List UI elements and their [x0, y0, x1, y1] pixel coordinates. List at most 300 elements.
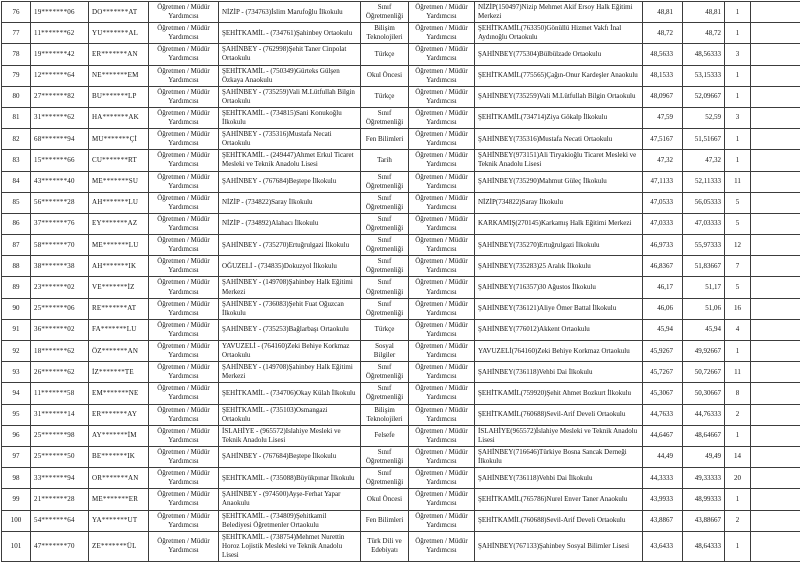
adjusted-score-cell: 53,15333	[683, 65, 725, 86]
row-number-cell: 85	[2, 192, 31, 213]
current-school-cell: ŞEHİTKAMİL - (735103)Osmangazi Ortaokulu	[219, 404, 361, 425]
masked-name-cell: ER*******AN	[89, 44, 149, 65]
branch-cell: Sınıf Öğretmenliği	[361, 362, 409, 383]
current-title-cell: Öğretmen / Müdür Yardımcısı	[149, 86, 219, 107]
branch-cell: Bilişim Teknolojileri	[361, 23, 409, 44]
score-cell: 44,7633	[643, 404, 683, 425]
table-row	[2, 171, 800, 192]
preference-order-cell: 8	[725, 383, 751, 404]
table-row	[2, 256, 800, 277]
current-title-cell: Öğretmen / Müdür Yardımcısı	[149, 425, 219, 446]
target-school-cell: KARKAMIŞ(270145)Karkamış Halk Eğitimi Merkezi	[475, 213, 643, 234]
current-title-cell: Öğretmen / Müdür Yardımcısı	[149, 298, 219, 319]
target-title-cell: Öğretmen / Müdür Yardımcısı	[409, 531, 475, 561]
current-title-cell: Öğretmen / Müdür Yardımcısı	[149, 277, 219, 298]
current-title-cell: Öğretmen / Müdür Yardımcısı	[149, 510, 219, 531]
masked-id-cell: 68*******94	[31, 129, 89, 150]
target-title-cell: Öğretmen / Müdür Yardımcısı	[409, 129, 475, 150]
masked-name-cell: ME*******ER	[89, 489, 149, 510]
empty-cell	[751, 256, 800, 277]
preference-order-cell: 11	[725, 362, 751, 383]
score-cell: 48,81	[643, 2, 683, 23]
score-cell: 47,5167	[643, 129, 683, 150]
row-number-cell: 79	[2, 65, 31, 86]
current-school-cell: ŞEHİTKAMİL - (735088)Büyükpınar İlkokulu	[219, 468, 361, 489]
score-cell: 44,49	[643, 446, 683, 467]
branch-cell: Sınıf Öğretmenliği	[361, 235, 409, 256]
row-number-cell: 82	[2, 129, 31, 150]
masked-id-cell: 31*******14	[31, 404, 89, 425]
target-school-cell: ŞEHİTKAMİL(775565)Çağın-Onur Kardeşler Anaokulu	[475, 65, 643, 86]
score-cell: 45,3067	[643, 383, 683, 404]
score-cell: 48,1533	[643, 65, 683, 86]
target-school-cell: ŞAHİNBEY(735283)25 Aralık İlkokulu	[475, 256, 643, 277]
branch-cell: Türk Dili ve Edebiyatı	[361, 531, 409, 561]
adjusted-score-cell: 51,17	[683, 277, 725, 298]
current-school-cell: ŞAHİNBEY - (974500)Ayşe-Ferhat Yapar Anaokulu	[219, 489, 361, 510]
current-school-cell: ŞAHİNBEY - (736083)Şehit Fuat Oğuzcan İlkokulu	[219, 298, 361, 319]
current-title-cell: Öğretmen / Müdür Yardımcısı	[149, 341, 219, 362]
preference-order-cell: 5	[725, 192, 751, 213]
masked-name-cell: EM*******NE	[89, 383, 149, 404]
target-title-cell: Öğretmen / Müdür Yardımcısı	[409, 2, 475, 23]
target-title-cell: Öğretmen / Müdür Yardımcısı	[409, 277, 475, 298]
masked-id-cell: 38*******38	[31, 256, 89, 277]
score-cell: 46,06	[643, 298, 683, 319]
preference-order-cell: 14	[725, 446, 751, 467]
current-school-cell: ŞEHİTKAMİL - (249447)Ahmet Erkul Ticaret Mesleki ve Teknik Anadolu Lisesi	[219, 150, 361, 171]
masked-id-cell: 37*******76	[31, 213, 89, 234]
empty-cell	[751, 107, 800, 128]
table-row	[2, 319, 800, 340]
target-school-cell: ŞEHİTKAMİL(763350)Gönüllü Hizmet Vakfı İnal Aydınoğlu Ortaokulu	[475, 23, 643, 44]
target-title-cell: Öğretmen / Müdür Yardımcısı	[409, 319, 475, 340]
target-title-cell: Öğretmen / Müdür Yardımcısı	[409, 446, 475, 467]
masked-id-cell: 33*******94	[31, 468, 89, 489]
branch-cell: Felsefe	[361, 425, 409, 446]
adjusted-score-cell: 50,30667	[683, 383, 725, 404]
adjusted-score-cell: 48,56333	[683, 44, 725, 65]
masked-id-cell: 25*******98	[31, 425, 89, 446]
score-cell: 45,9267	[643, 341, 683, 362]
branch-cell: Tarih	[361, 150, 409, 171]
preference-order-cell: 1	[725, 150, 751, 171]
target-school-cell: ŞAHİNBEY(775304)Bülbülzade Ortaokulu	[475, 44, 643, 65]
score-cell: 44,3333	[643, 468, 683, 489]
masked-name-cell: AH*******IK	[89, 256, 149, 277]
masked-name-cell: BU*******LP	[89, 86, 149, 107]
row-number-cell: 97	[2, 446, 31, 467]
score-cell: 47,0533	[643, 192, 683, 213]
current-school-cell: ŞEHİTKAMİL - (734809)Şehitkamil Belediyesi Öğretmenler Ortaokulu	[219, 510, 361, 531]
table-row	[2, 468, 800, 489]
row-number-cell: 78	[2, 44, 31, 65]
current-school-cell: ŞEHİTKAMİL - (734706)Okay Külah İlkokulu	[219, 383, 361, 404]
target-title-cell: Öğretmen / Müdür Yardımcısı	[409, 468, 475, 489]
target-school-cell: NİZİP(150497)Nizip Mehmet Akif Ersoy Halk Eğitimi Merkezi	[475, 2, 643, 23]
row-number-cell: 90	[2, 298, 31, 319]
row-number-cell: 86	[2, 213, 31, 234]
target-title-cell: Öğretmen / Müdür Yardımcısı	[409, 489, 475, 510]
empty-cell	[751, 277, 800, 298]
current-school-cell: ŞAHİNBEY - (735253)Bağlarbaşı Ortaokulu	[219, 319, 361, 340]
table-row	[2, 150, 800, 171]
empty-cell	[751, 86, 800, 107]
target-school-cell: ŞEHİTKAMİL(759920)Şehit Ahmet Bozkurt İlkokulu	[475, 383, 643, 404]
current-school-cell: OĞUZELİ - (734835)Dokuzyol İlkokulu	[219, 256, 361, 277]
preference-order-cell: 3	[725, 44, 751, 65]
masked-id-cell: 25*******06	[31, 298, 89, 319]
masked-id-cell: 47*******70	[31, 531, 89, 561]
preference-order-cell: 20	[725, 468, 751, 489]
branch-cell: Sınıf Öğretmenliği	[361, 171, 409, 192]
score-cell: 47,0333	[643, 213, 683, 234]
current-school-cell: ŞEHİTKAMİL - (750349)Gürteks Gülşen Özkaya Anaokulu	[219, 65, 361, 86]
target-title-cell: Öğretmen / Müdür Yardımcısı	[409, 86, 475, 107]
masked-name-cell: FA*******LU	[89, 319, 149, 340]
table-row	[2, 404, 800, 425]
score-cell: 48,5633	[643, 44, 683, 65]
adjusted-score-cell: 48,64333	[683, 531, 725, 561]
adjusted-score-cell: 48,64667	[683, 425, 725, 446]
masked-id-cell: 12*******64	[31, 65, 89, 86]
adjusted-score-cell: 49,92667	[683, 341, 725, 362]
target-title-cell: Öğretmen / Müdür Yardımcısı	[409, 44, 475, 65]
branch-cell: Sınıf Öğretmenliği	[361, 192, 409, 213]
score-cell: 45,94	[643, 319, 683, 340]
target-school-cell: ŞAHİNBEY(735316)Mustafa Necati Ortaokulu	[475, 129, 643, 150]
target-school-cell: ŞAHİNBEY(736118)Vehbi Dai İlkokulu	[475, 362, 643, 383]
empty-cell	[751, 319, 800, 340]
target-title-cell: Öğretmen / Müdür Yardımcısı	[409, 192, 475, 213]
masked-name-cell: AY*******İM	[89, 425, 149, 446]
table-row	[2, 446, 800, 467]
table-row	[2, 65, 800, 86]
current-school-cell: ŞAHİNBEY - (762998)Şehit Taner Cinpolat Ortaokulu	[219, 44, 361, 65]
adjusted-score-cell: 44,76333	[683, 404, 725, 425]
adjusted-score-cell: 45,94	[683, 319, 725, 340]
table-row	[2, 192, 800, 213]
current-school-cell: ŞAHİNBEY - (735259)Vali M.Lütfullah Bilgin Ortaokulu	[219, 86, 361, 107]
target-title-cell: Öğretmen / Müdür Yardımcısı	[409, 404, 475, 425]
empty-cell	[751, 44, 800, 65]
target-school-cell: ŞAHİNBEY(973151)Ali Tiryakioğlu Ticaret Mesleki ve Teknik Anadolu Lisesi	[475, 150, 643, 171]
preference-order-cell: 5	[725, 277, 751, 298]
row-number-cell: 96	[2, 425, 31, 446]
target-title-cell: Öğretmen / Müdür Yardımcısı	[409, 383, 475, 404]
row-number-cell: 101	[2, 531, 31, 561]
branch-cell: Sınıf Öğretmenliği	[361, 107, 409, 128]
row-number-cell: 93	[2, 362, 31, 383]
current-school-cell: ŞEHİTKAMİL - (734815)Sani Konukoğlu İlkokulu	[219, 107, 361, 128]
empty-cell	[751, 65, 800, 86]
table-row	[2, 489, 800, 510]
current-school-cell: İSLAHİYE - (965572)Islahiye Mesleki ve Teknik Anadolu Lisesi	[219, 425, 361, 446]
target-title-cell: Öğretmen / Müdür Yardımcısı	[409, 23, 475, 44]
score-cell: 45,7267	[643, 362, 683, 383]
branch-cell: Türkçe	[361, 86, 409, 107]
empty-cell	[751, 23, 800, 44]
masked-id-cell: 31*******62	[31, 107, 89, 128]
score-cell: 47,1133	[643, 171, 683, 192]
preference-order-cell: 3	[725, 107, 751, 128]
table-row	[2, 425, 800, 446]
masked-name-cell: BE*******IK	[89, 446, 149, 467]
current-title-cell: Öğretmen / Müdür Yardımcısı	[149, 23, 219, 44]
row-number-cell: 99	[2, 489, 31, 510]
current-title-cell: Öğretmen / Müdür Yardımcısı	[149, 150, 219, 171]
current-school-cell: ŞAHİNBEY - (735270)Ertuğrulgazi İlkokulu	[219, 235, 361, 256]
masked-name-cell: ZE*******ÜL	[89, 531, 149, 561]
target-school-cell: YAVUZELİ(764160)Zeki Behiye Korkmaz Ortaokulu	[475, 341, 643, 362]
target-title-cell: Öğretmen / Müdür Yardımcısı	[409, 256, 475, 277]
masked-name-cell: ÖZ*******AN	[89, 341, 149, 362]
table-row	[2, 277, 800, 298]
current-school-cell: ŞAHİNBEY - (767684)Beştepe İlkokulu	[219, 446, 361, 467]
masked-id-cell: 56*******28	[31, 192, 89, 213]
adjusted-score-cell: 48,99333	[683, 489, 725, 510]
masked-id-cell: 15*******66	[31, 150, 89, 171]
current-title-cell: Öğretmen / Müdür Yardımcısı	[149, 171, 219, 192]
masked-name-cell: ME*******LU	[89, 235, 149, 256]
adjusted-score-cell: 51,06	[683, 298, 725, 319]
masked-name-cell: EY*******AZ	[89, 213, 149, 234]
branch-cell: Okul Öncesi	[361, 65, 409, 86]
target-school-cell: ŞAHİNBEY(776012)Akkent Ortaokulu	[475, 319, 643, 340]
preference-order-cell: 1	[725, 489, 751, 510]
empty-cell	[751, 468, 800, 489]
preference-order-cell: 4	[725, 319, 751, 340]
row-number-cell: 89	[2, 277, 31, 298]
branch-cell: Fen Bilimleri	[361, 129, 409, 150]
table-row	[2, 298, 800, 319]
adjusted-score-cell: 55,97333	[683, 235, 725, 256]
target-title-cell: Öğretmen / Müdür Yardımcısı	[409, 362, 475, 383]
masked-id-cell: 11*******62	[31, 23, 89, 44]
branch-cell: Sosyal Bilgiler	[361, 341, 409, 362]
table-row	[2, 107, 800, 128]
current-school-cell: NİZİP - (734892)Alahacı İlkokulu	[219, 213, 361, 234]
score-cell: 47,32	[643, 150, 683, 171]
empty-cell	[751, 531, 800, 561]
branch-cell: Bilişim Teknolojileri	[361, 404, 409, 425]
current-title-cell: Öğretmen / Müdür Yardımcısı	[149, 446, 219, 467]
table-row	[2, 129, 800, 150]
empty-cell	[751, 192, 800, 213]
target-school-cell: ŞAHİNBEY(716357)30 Ağustos İlkokulu	[475, 277, 643, 298]
masked-name-cell: DO*******AT	[89, 2, 149, 23]
table-row	[2, 235, 800, 256]
masked-id-cell: 58*******70	[31, 235, 89, 256]
row-number-cell: 87	[2, 235, 31, 256]
masked-name-cell: YU*******AL	[89, 23, 149, 44]
masked-name-cell: OR*******AN	[89, 468, 149, 489]
target-school-cell: ŞAHİNBEY(767133)Şahinbey Sosyal Bilimler Lisesi	[475, 531, 643, 561]
adjusted-score-cell: 52,09667	[683, 86, 725, 107]
preference-order-cell: 12	[725, 235, 751, 256]
current-title-cell: Öğretmen / Müdür Yardımcısı	[149, 468, 219, 489]
target-school-cell: ŞAHİNBEY(735290)Mahmut Güleç İlkokulu	[475, 171, 643, 192]
score-cell: 46,8367	[643, 256, 683, 277]
branch-cell: Okul Öncesi	[361, 489, 409, 510]
current-title-cell: Öğretmen / Müdür Yardımcısı	[149, 404, 219, 425]
current-title-cell: Öğretmen / Müdür Yardımcısı	[149, 129, 219, 150]
target-title-cell: Öğretmen / Müdür Yardımcısı	[409, 150, 475, 171]
row-number-cell: 98	[2, 468, 31, 489]
target-title-cell: Öğretmen / Müdür Yardımcısı	[409, 341, 475, 362]
row-number-cell: 92	[2, 341, 31, 362]
preference-order-cell: 1	[725, 129, 751, 150]
score-cell: 43,8867	[643, 510, 683, 531]
adjusted-score-cell: 47,32	[683, 150, 725, 171]
row-number-cell: 91	[2, 319, 31, 340]
empty-cell	[751, 235, 800, 256]
current-title-cell: Öğretmen / Müdür Yardımcısı	[149, 256, 219, 277]
current-school-cell: NİZİP - (734763)İslim Marufoğlu İlkokulu	[219, 2, 361, 23]
table-row	[2, 213, 800, 234]
preference-order-cell: 1	[725, 341, 751, 362]
masked-id-cell: 54*******64	[31, 510, 89, 531]
masked-id-cell: 36*******02	[31, 319, 89, 340]
table-row	[2, 531, 800, 561]
current-title-cell: Öğretmen / Müdür Yardımcısı	[149, 235, 219, 256]
masked-id-cell: 11*******58	[31, 383, 89, 404]
score-cell: 43,9933	[643, 489, 683, 510]
current-school-cell: NİZİP - (734822)Saray İlkokulu	[219, 192, 361, 213]
adjusted-score-cell: 43,88667	[683, 510, 725, 531]
masked-name-cell: CU*******RT	[89, 150, 149, 171]
table-row	[2, 341, 800, 362]
masked-name-cell: NE*******EM	[89, 65, 149, 86]
target-title-cell: Öğretmen / Müdür Yardımcısı	[409, 65, 475, 86]
adjusted-score-cell: 52,59	[683, 107, 725, 128]
masked-id-cell: 19*******42	[31, 44, 89, 65]
current-school-cell: ŞAHİNBEY - (149708)Şahinbey Halk Eğitimi Merkezi	[219, 362, 361, 383]
target-title-cell: Öğretmen / Müdür Yardımcısı	[409, 425, 475, 446]
current-title-cell: Öğretmen / Müdür Yardımcısı	[149, 107, 219, 128]
branch-cell: Türkçe	[361, 319, 409, 340]
preference-order-cell: 1	[725, 23, 751, 44]
table-row	[2, 44, 800, 65]
masked-name-cell: MU*******Çİ	[89, 129, 149, 150]
adjusted-score-cell: 50,72667	[683, 362, 725, 383]
empty-cell	[751, 510, 800, 531]
target-title-cell: Öğretmen / Müdür Yardımcısı	[409, 298, 475, 319]
current-school-cell: ŞAHİNBEY - (767684)Beştepe İlkokulu	[219, 171, 361, 192]
masked-id-cell: 25*******50	[31, 446, 89, 467]
empty-cell	[751, 213, 800, 234]
table-row	[2, 383, 800, 404]
current-title-cell: Öğretmen / Müdür Yardımcısı	[149, 489, 219, 510]
empty-cell	[751, 341, 800, 362]
current-title-cell: Öğretmen / Müdür Yardımcısı	[149, 2, 219, 23]
empty-cell	[751, 171, 800, 192]
row-number-cell: 95	[2, 404, 31, 425]
masked-id-cell: 18*******62	[31, 341, 89, 362]
preference-order-cell: 5	[725, 213, 751, 234]
row-number-cell: 81	[2, 107, 31, 128]
masked-name-cell: RE*******AT	[89, 298, 149, 319]
target-title-cell: Öğretmen / Müdür Yardımcısı	[409, 510, 475, 531]
target-school-cell: ŞAHİNBEY(736121)Aliye Ömer Battal İlkokulu	[475, 298, 643, 319]
target-school-cell: ŞAHİNBEY(735270)Ertuğrulgazi İlkokulu	[475, 235, 643, 256]
adjusted-score-cell: 52,11333	[683, 171, 725, 192]
score-cell: 43,6433	[643, 531, 683, 561]
target-school-cell: ŞEHİTKAMİL(734714)Ziya Gökalp İlkokulu	[475, 107, 643, 128]
adjusted-score-cell: 47,03333	[683, 213, 725, 234]
score-cell: 46,17	[643, 277, 683, 298]
preference-order-cell: 7	[725, 256, 751, 277]
target-school-cell: ŞEHİTKAMİL(765786)Nurel Enver Taner Anaokulu	[475, 489, 643, 510]
branch-cell: Sınıf Öğretmenliği	[361, 277, 409, 298]
masked-name-cell: AH*******LU	[89, 192, 149, 213]
masked-id-cell: 27*******82	[31, 86, 89, 107]
target-school-cell: İSLAHİYE(965572)İslahiye Mesleki ve Teknik Anadolu Lisesi	[475, 425, 643, 446]
empty-cell	[751, 446, 800, 467]
row-number-cell: 83	[2, 150, 31, 171]
preference-order-cell: 2	[725, 510, 751, 531]
row-number-cell: 76	[2, 2, 31, 23]
preference-order-cell: 1	[725, 2, 751, 23]
current-school-cell: ŞAHİNBEY - (735316)Mustafa Necati Ortaokulu	[219, 129, 361, 150]
branch-cell: Fen Bilimleri	[361, 510, 409, 531]
masked-id-cell: 26*******62	[31, 362, 89, 383]
adjusted-score-cell: 51,83667	[683, 256, 725, 277]
current-title-cell: Öğretmen / Müdür Yardımcısı	[149, 319, 219, 340]
masked-name-cell: YA*******UT	[89, 510, 149, 531]
row-number-cell: 84	[2, 171, 31, 192]
empty-cell	[751, 2, 800, 23]
target-school-cell: ŞAHİNBEY(736118)Vehbi Dai İlkokulu	[475, 468, 643, 489]
adjusted-score-cell: 48,72	[683, 23, 725, 44]
assignment-table	[1, 1, 800, 562]
preference-order-cell: 1	[725, 531, 751, 561]
empty-cell	[751, 298, 800, 319]
target-school-cell: ŞEHİTKAMİL(760688)Sevil-Arif Develi Ortaokulu	[475, 510, 643, 531]
preference-order-cell: 1	[725, 86, 751, 107]
preference-order-cell: 1	[725, 65, 751, 86]
current-school-cell: YAVUZELİ - (764160)Zeki Behiye Korkmaz Ortaokulu	[219, 341, 361, 362]
table-row	[2, 2, 800, 23]
score-cell: 44,6467	[643, 425, 683, 446]
current-school-cell: ŞEHİTKAMİL - (738754)Mehmet Nurettin Horoz Lojistik Mesleki ve Teknik Anadolu Lisesi	[219, 531, 361, 561]
preference-order-cell: 11	[725, 171, 751, 192]
preference-order-cell: 2	[725, 404, 751, 425]
target-school-cell: ŞEHİTKAMİL(760688)Sevil-Arif Develi Ortaokulu	[475, 404, 643, 425]
target-title-cell: Öğretmen / Müdür Yardımcısı	[409, 213, 475, 234]
empty-cell	[751, 362, 800, 383]
target-title-cell: Öğretmen / Müdür Yardımcısı	[409, 171, 475, 192]
preference-order-cell: 16	[725, 298, 751, 319]
branch-cell: Sınıf Öğretmenliği	[361, 383, 409, 404]
branch-cell: Sınıf Öğretmenliği	[361, 2, 409, 23]
masked-name-cell: ER*******AY	[89, 404, 149, 425]
empty-cell	[751, 150, 800, 171]
current-title-cell: Öğretmen / Müdür Yardımcısı	[149, 192, 219, 213]
adjusted-score-cell: 49,33333	[683, 468, 725, 489]
current-title-cell: Öğretmen / Müdür Yardımcısı	[149, 65, 219, 86]
branch-cell: Sınıf Öğretmenliği	[361, 468, 409, 489]
adjusted-score-cell: 49,49	[683, 446, 725, 467]
masked-id-cell: 21*******28	[31, 489, 89, 510]
current-title-cell: Öğretmen / Müdür Yardımcısı	[149, 213, 219, 234]
assignment-table-body	[2, 2, 800, 562]
empty-cell	[751, 404, 800, 425]
adjusted-score-cell: 51,51667	[683, 129, 725, 150]
table-row	[2, 23, 800, 44]
score-cell: 46,9733	[643, 235, 683, 256]
branch-cell: Sınıf Öğretmenliği	[361, 446, 409, 467]
